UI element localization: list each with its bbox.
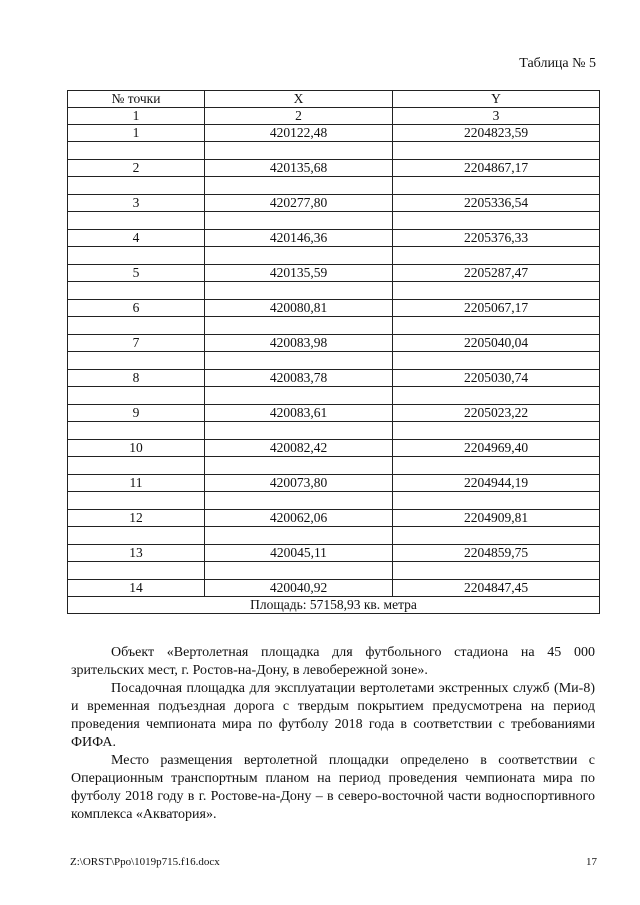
spacer-row — [68, 317, 600, 335]
y-coordinate: 2205040,04 — [393, 335, 600, 352]
empty-cell — [393, 247, 600, 265]
empty-cell — [393, 457, 600, 475]
point-number: 12 — [68, 510, 205, 527]
spacer-row — [68, 212, 600, 230]
spacer-row — [68, 142, 600, 160]
point-number: 1 — [68, 125, 205, 142]
spacer-row — [68, 177, 600, 195]
table-row — [68, 125, 600, 142]
spacer-row — [68, 282, 600, 300]
paragraph: Место размещения вертолетной площадки определено в соответствии с Операционным транспортным планом на период проведения чемпионата мира по футболу 2018 году в г. Ростове-на-Дону – в северо-восточной части водноспортивного комплекса «Акватория». — [71, 753, 595, 822]
area-total: Площадь: 57158,93 кв. метра — [68, 597, 600, 614]
header-point: № точки — [68, 91, 205, 108]
point-number: 9 — [68, 405, 205, 422]
empty-cell — [393, 142, 600, 160]
empty-cell — [205, 177, 393, 195]
x-coordinate: 420073,80 — [205, 475, 393, 492]
x-coordinate: 420062,06 — [205, 510, 393, 527]
empty-cell — [68, 317, 205, 335]
table-row — [68, 265, 600, 282]
point-number: 4 — [68, 230, 205, 247]
x-coordinate: 420135,59 — [205, 265, 393, 282]
table-row — [68, 300, 600, 317]
header-y: Y — [393, 91, 600, 108]
empty-cell — [205, 492, 393, 510]
point-number: 6 — [68, 300, 205, 317]
point-number: 10 — [68, 440, 205, 457]
empty-cell — [68, 177, 205, 195]
paragraph: Объект «Вертолетная площадка для футбольного стадиона на 45 000 зрительских мест, г. Ростов-на-Дону, в левобережной зоне». — [71, 645, 595, 678]
y-coordinate: 2205023,22 — [393, 405, 600, 422]
spacer-row — [68, 527, 600, 545]
column-number: 1 — [68, 108, 205, 125]
empty-cell — [393, 212, 600, 230]
empty-cell — [393, 282, 600, 300]
empty-cell — [205, 457, 393, 475]
page-number: 17 — [586, 856, 597, 868]
point-number: 11 — [68, 475, 205, 492]
header-x: X — [205, 91, 393, 108]
y-coordinate: 2205067,17 — [393, 300, 600, 317]
table-body — [68, 125, 600, 597]
empty-cell — [68, 387, 205, 405]
x-coordinate: 420277,80 — [205, 195, 393, 212]
table-row — [68, 160, 600, 177]
table-row — [68, 440, 600, 457]
point-number: 13 — [68, 545, 205, 562]
empty-cell — [205, 387, 393, 405]
y-coordinate: 2205030,74 — [393, 370, 600, 387]
x-coordinate: 420083,61 — [205, 405, 393, 422]
column-number: 2 — [205, 108, 393, 125]
table-row — [68, 580, 600, 597]
spacer-row — [68, 492, 600, 510]
empty-cell — [205, 247, 393, 265]
empty-cell — [393, 422, 600, 440]
point-number: 14 — [68, 580, 205, 597]
spacer-row — [68, 562, 600, 580]
x-coordinate: 420083,98 — [205, 335, 393, 352]
coordinates-table — [67, 90, 600, 614]
spacer-row — [68, 387, 600, 405]
empty-cell — [68, 282, 205, 300]
footer-file-path: Z:\ORST\Ppo\1019p715.f16.docx — [70, 856, 220, 868]
x-coordinate: 420082,42 — [205, 440, 393, 457]
y-coordinate: 2204859,75 — [393, 545, 600, 562]
empty-cell — [68, 212, 205, 230]
y-coordinate: 2204969,40 — [393, 440, 600, 457]
empty-cell — [68, 527, 205, 545]
x-coordinate: 420080,81 — [205, 300, 393, 317]
empty-cell — [68, 457, 205, 475]
area-row — [68, 597, 600, 614]
y-coordinate: 2204823,59 — [393, 125, 600, 142]
table-row — [68, 370, 600, 387]
table-row — [68, 230, 600, 247]
x-coordinate: 420040,92 — [205, 580, 393, 597]
empty-cell — [68, 352, 205, 370]
spacer-row — [68, 457, 600, 475]
empty-cell — [393, 527, 600, 545]
column-number-row — [68, 108, 600, 125]
body-text — [71, 644, 595, 824]
y-coordinate: 2205287,47 — [393, 265, 600, 282]
empty-cell — [205, 282, 393, 300]
spacer-row — [68, 247, 600, 265]
paragraph: Посадочная площадка для эксплуатации вертолетами экстренных служб (Ми-8) и временная подъездная дорога с твердым покрытием предусмотрена на период проведения чемпионата мира по футболу 2018 года в соответствии с требованиями ФИФА. — [71, 681, 595, 750]
x-coordinate: 420135,68 — [205, 160, 393, 177]
x-coordinate: 420045,11 — [205, 545, 393, 562]
empty-cell — [393, 492, 600, 510]
y-coordinate: 2204847,45 — [393, 580, 600, 597]
empty-cell — [205, 212, 393, 230]
empty-cell — [205, 142, 393, 160]
empty-cell — [205, 527, 393, 545]
point-number: 5 — [68, 265, 205, 282]
table-row — [68, 335, 600, 352]
point-number: 8 — [68, 370, 205, 387]
empty-cell — [68, 142, 205, 160]
empty-cell — [68, 422, 205, 440]
point-number: 2 — [68, 160, 205, 177]
x-coordinate: 420146,36 — [205, 230, 393, 247]
table-caption: Таблица № 5 — [519, 56, 596, 71]
table-row — [68, 195, 600, 212]
x-coordinate: 420122,48 — [205, 125, 393, 142]
spacer-row — [68, 352, 600, 370]
table-header-row — [68, 91, 600, 108]
column-number: 3 — [393, 108, 600, 125]
y-coordinate: 2204867,17 — [393, 160, 600, 177]
point-number: 3 — [68, 195, 205, 212]
empty-cell — [205, 422, 393, 440]
empty-cell — [205, 352, 393, 370]
empty-cell — [393, 177, 600, 195]
point-number: 7 — [68, 335, 205, 352]
y-coordinate: 2204909,81 — [393, 510, 600, 527]
empty-cell — [68, 247, 205, 265]
empty-cell — [393, 387, 600, 405]
empty-cell — [68, 562, 205, 580]
y-coordinate: 2204944,19 — [393, 475, 600, 492]
table-row — [68, 510, 600, 527]
table-row — [68, 545, 600, 562]
empty-cell — [68, 492, 205, 510]
empty-cell — [393, 562, 600, 580]
empty-cell — [205, 317, 393, 335]
empty-cell — [393, 352, 600, 370]
y-coordinate: 2205336,54 — [393, 195, 600, 212]
empty-cell — [205, 562, 393, 580]
spacer-row — [68, 422, 600, 440]
table-row — [68, 405, 600, 422]
x-coordinate: 420083,78 — [205, 370, 393, 387]
y-coordinate: 2205376,33 — [393, 230, 600, 247]
table-row — [68, 475, 600, 492]
empty-cell — [393, 317, 600, 335]
